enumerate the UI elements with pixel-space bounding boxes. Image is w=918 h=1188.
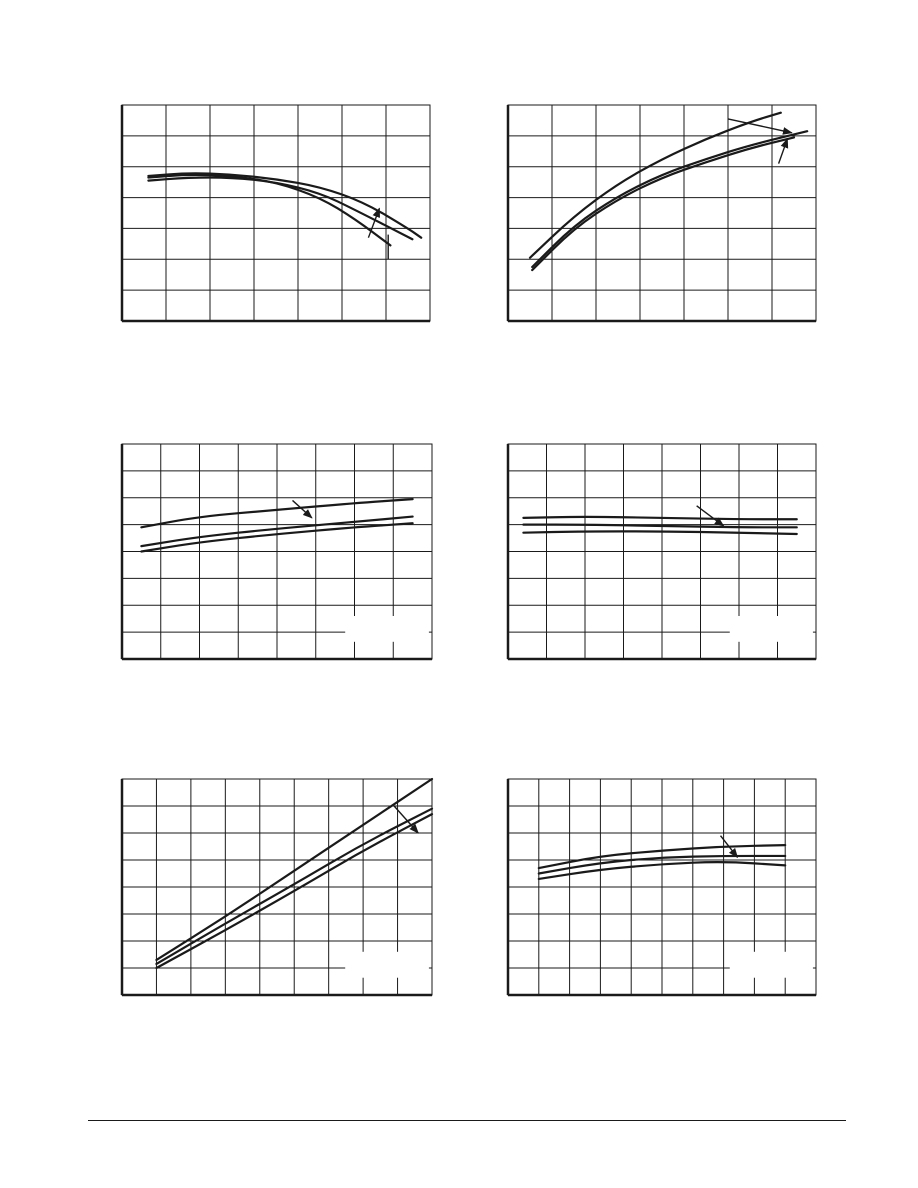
series-line-3 [523,531,796,534]
legend-box [345,616,429,642]
chart-top-right [507,104,817,322]
series-line-2 [532,131,807,267]
chart-mid-right-svg [507,443,817,661]
chart-bottom-left [121,778,433,996]
chart-bottom-right-svg [507,778,817,996]
chart-bottom-left-svg [121,778,433,996]
chart-bottom-right [507,778,817,996]
chart-mid-left-svg [121,443,433,661]
legend-box [345,952,429,978]
series-line-1 [523,517,796,519]
series-line-3 [532,137,794,270]
legend-box [730,616,813,642]
chart-mid-right [507,443,817,661]
chart-top-right-svg [507,104,817,322]
plot-frame [508,105,816,321]
annotation-arrow [779,139,788,164]
chart-top-left [121,104,431,322]
chart-top-left-svg [121,104,431,322]
chart-mid-left [121,443,433,661]
footer-rule [88,1120,846,1121]
legend-box [730,952,813,978]
